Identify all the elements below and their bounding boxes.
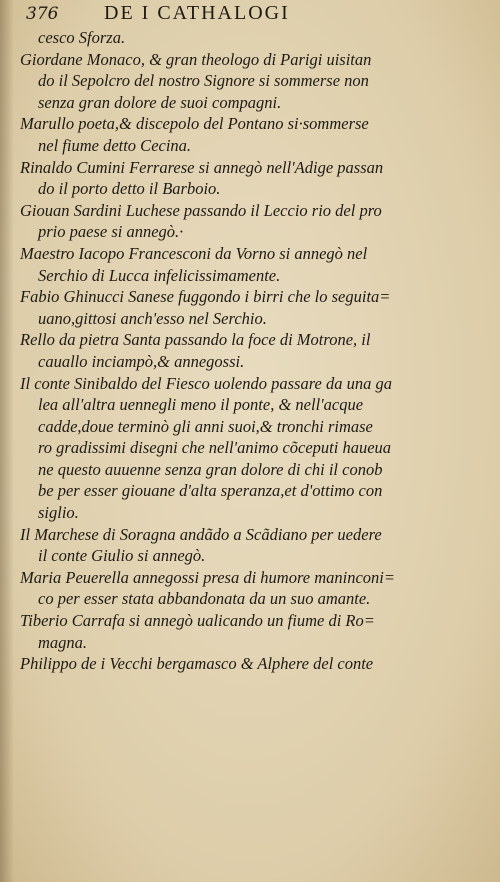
text-line: Philippo de i Vecchi bergamasco & Alphere del conte	[20, 654, 374, 674]
text-line: be per esser giouane d'alta speranza,et d'ottimo con	[38, 481, 383, 501]
page-number: 376	[26, 4, 59, 24]
text-line: Il conte Sinibaldo del Fiesco uolendo passare da una ga	[20, 373, 392, 393]
text-line: nel fiume detto Cecina.	[38, 135, 192, 155]
text-line: Giordane Monaco, & gran theologo di Parigi uisitan	[20, 49, 372, 69]
text-line: magna.	[38, 632, 88, 652]
text-line: Maria Peuerella annegossi presa di humore maninconi=	[20, 567, 396, 587]
text-line: Marullo poeta,& discepolo del Pontano si·sommerse	[20, 114, 369, 134]
text-line: Maestro Iacopo Francesconi da Vorno si annegò nel	[20, 243, 368, 263]
text-line: do il Sepolcro del nostro Signore si sommerse non	[38, 71, 369, 91]
text-line: Rello da pietra Santa passando la foce di Motrone, il	[20, 330, 371, 350]
page-body-text	[20, 27, 450, 675]
text-line: il conte Giulio si annegò.	[38, 546, 206, 566]
text-line: cesco Sforza.	[38, 28, 126, 47]
running-head: DE I CATHALOGI	[104, 2, 290, 24]
text-line: Tiberio Carrafa si annegò ualicando un fiume di Ro=	[20, 611, 375, 631]
text-line: ne questo auuenne senza gran dolore di chi il conob	[38, 459, 383, 479]
text-line: Rinaldo Cumini Ferrarese si annegò nell'Adige passan	[20, 157, 384, 177]
text-line: senza gran dolore de suoi compagni.	[38, 92, 282, 112]
text-line: Fabio Ghinucci Sanese fuggondo i birri che lo seguita=	[20, 287, 391, 307]
text-line: cauallo inciampò,& annegossi.	[38, 351, 245, 371]
text-line: prio paese si annegò.·	[38, 222, 184, 242]
page-header	[26, 2, 460, 26]
text-line: Giouan Sardini Luchese passando il Leccio rio del pro	[20, 200, 382, 220]
gutter-shadow	[0, 0, 14, 882]
text-line: lea all'altra uennegli meno il ponte, & nell'acque	[38, 395, 364, 415]
text-line: ro gradissimi disegni che nell'animo cõceputi haueua	[38, 438, 392, 458]
text-line: cadde,doue terminò gli anni suoi,& tronchi rimase	[38, 416, 373, 436]
text-line: uano,gittosi anch'esso nel Serchio.	[38, 308, 267, 328]
text-line: siglio.	[38, 503, 79, 523]
text-line: co per esser stata abbandonata da un suo amante.	[38, 589, 371, 609]
text-line: Serchio di Lucca infelicissimamente.	[38, 265, 281, 285]
text-line: Il Marchese di Soragna andãdo a Scãdiano per uedere	[20, 524, 382, 544]
text-line: do il porto detto il Barboio.	[38, 179, 221, 199]
